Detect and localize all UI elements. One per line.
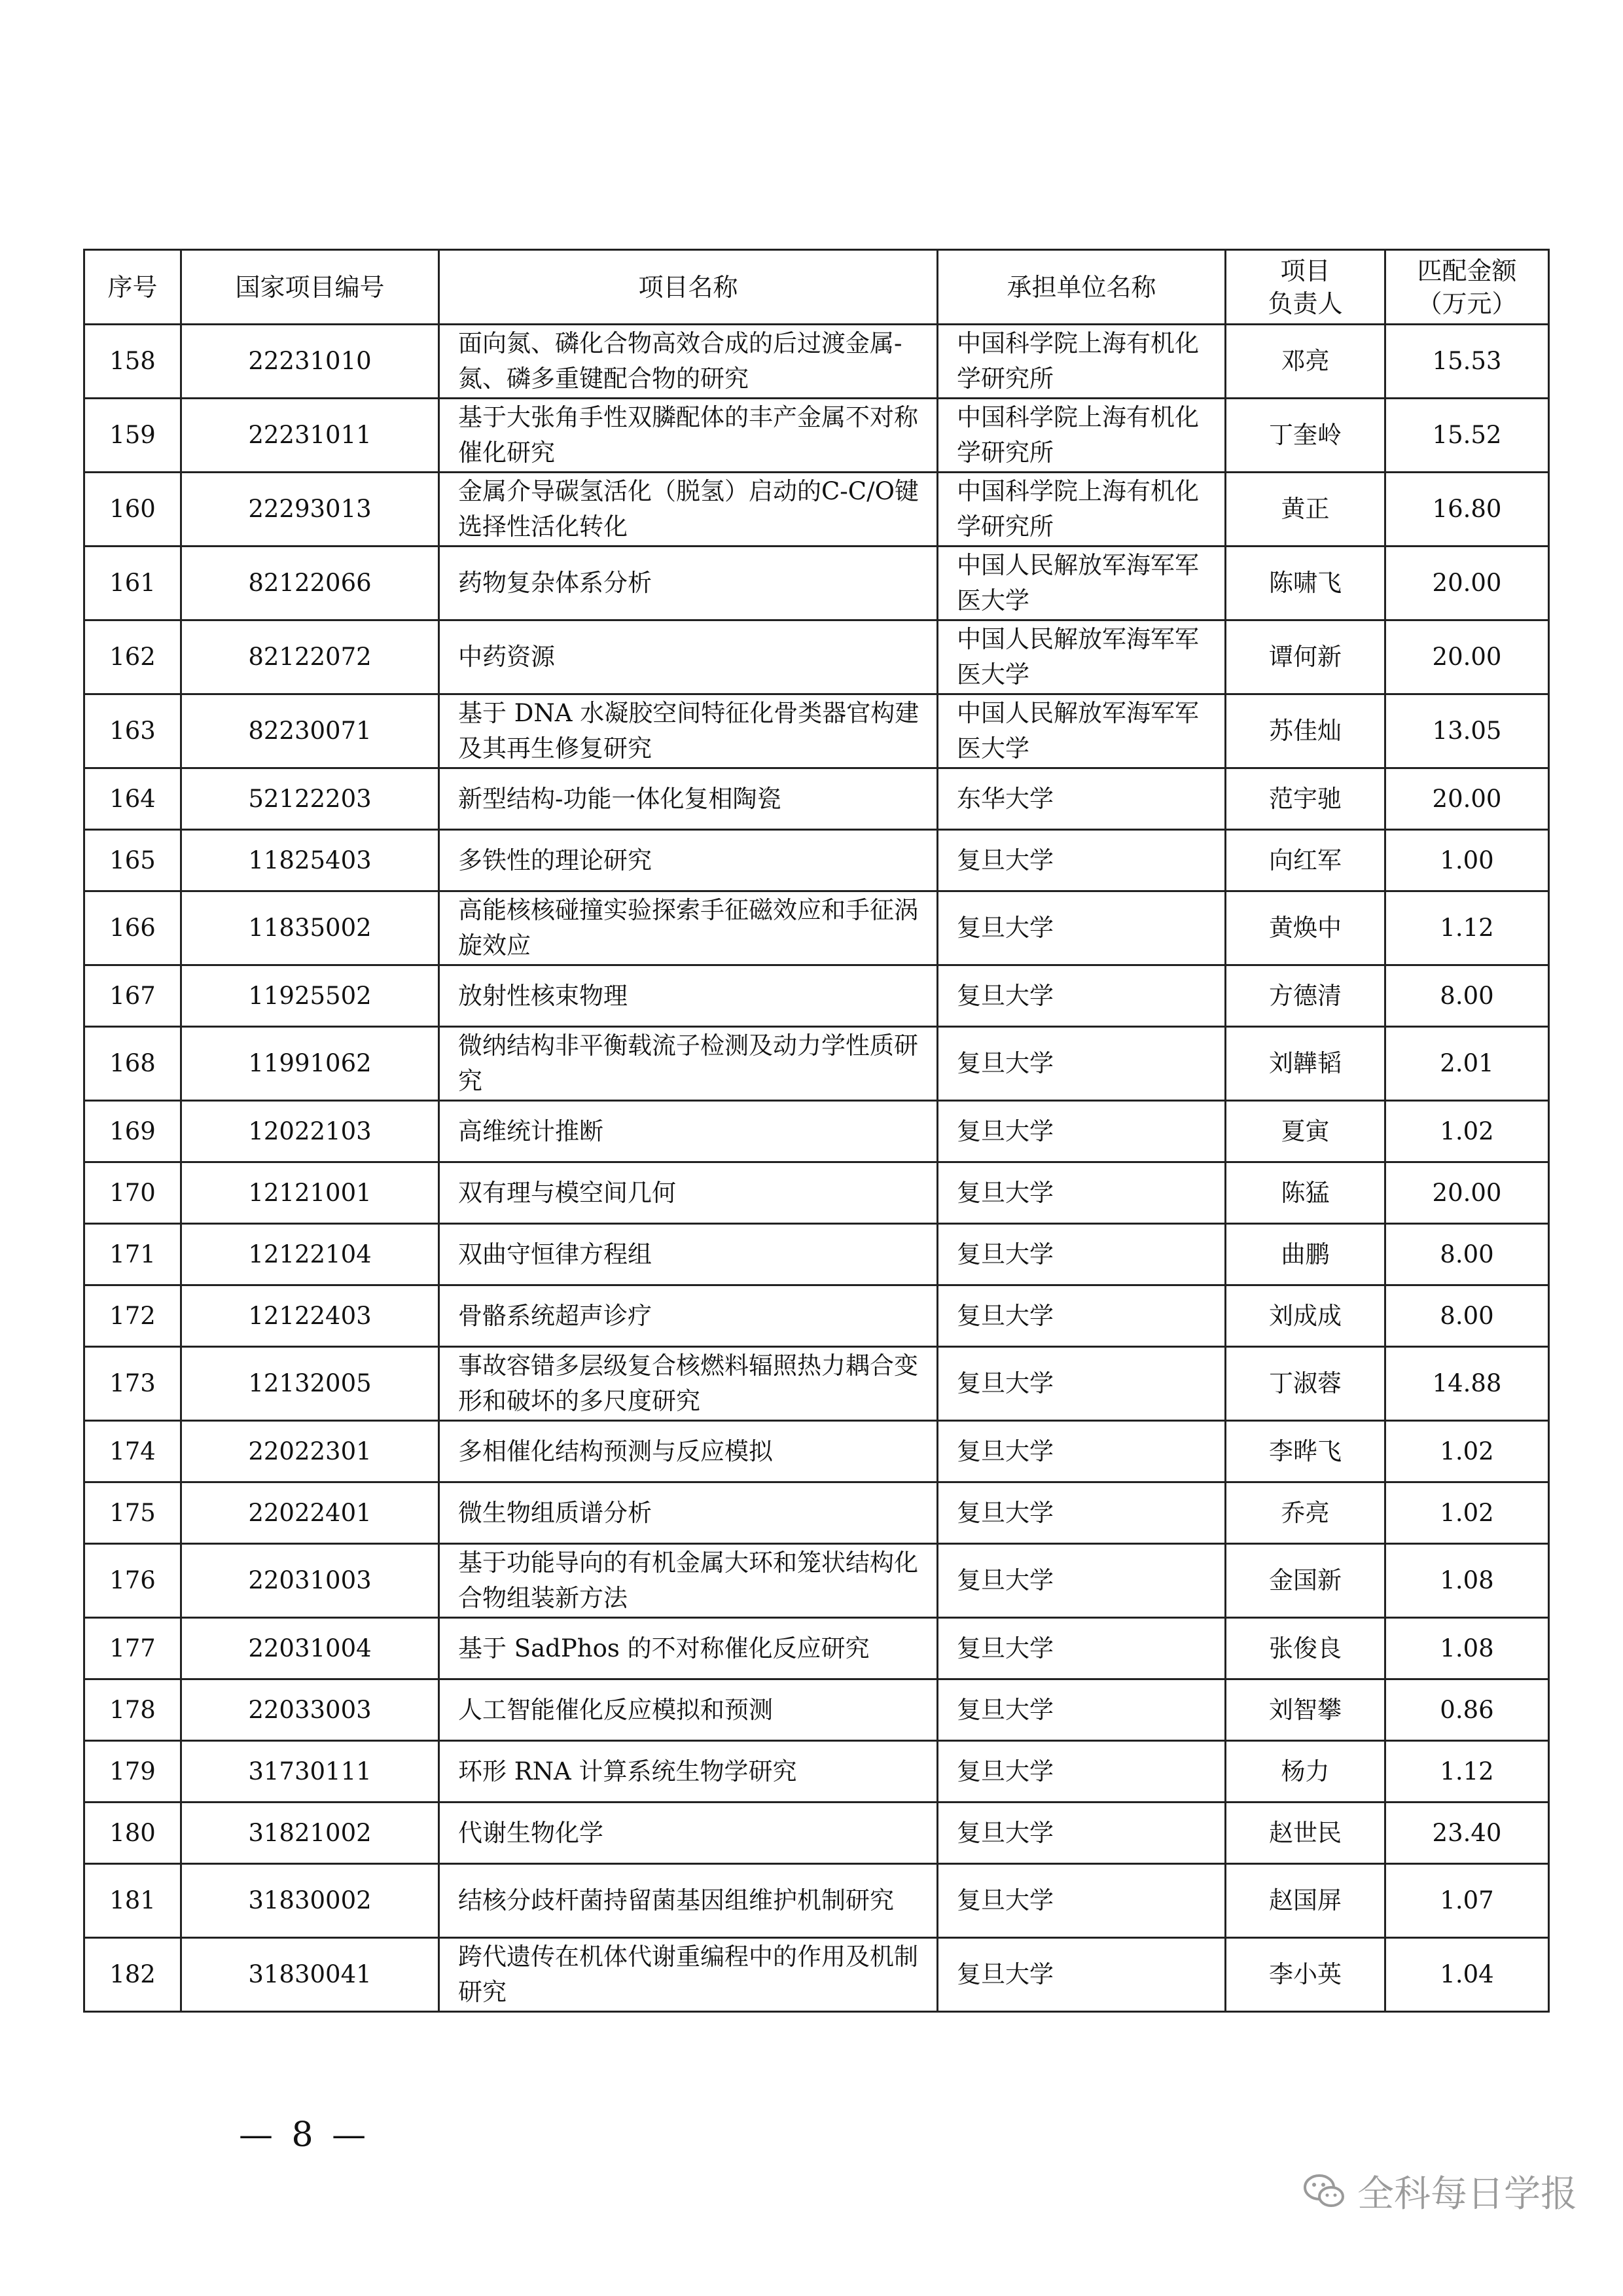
cell-name: 新型结构-功能一体化复相陶瓷 xyxy=(439,768,938,830)
cell-unit: 复旦大学 xyxy=(938,965,1226,1027)
cell-leader: 方德清 xyxy=(1226,965,1385,1027)
cell-amount: 1.12 xyxy=(1385,891,1549,965)
cell-unit: 中国人民解放军海军军医大学 xyxy=(938,694,1226,768)
table-row xyxy=(84,1679,1549,1741)
cell-unit: 复旦大学 xyxy=(938,1741,1226,1803)
cell-seq: 174 xyxy=(84,1421,181,1482)
cell-leader: 杨力 xyxy=(1226,1741,1385,1803)
cell-seq: 165 xyxy=(84,830,181,891)
header-leader-line2: 负责人 xyxy=(1268,289,1343,318)
cell-unit: 复旦大学 xyxy=(938,1803,1226,1864)
cell-unit: 复旦大学 xyxy=(938,1027,1226,1101)
cell-code: 12122403 xyxy=(181,1285,439,1347)
cell-amount: 8.00 xyxy=(1385,1224,1549,1285)
wechat-icon xyxy=(1302,2172,1346,2210)
table-row xyxy=(84,1101,1549,1162)
table-row xyxy=(84,1544,1549,1618)
cell-leader: 陈猛 xyxy=(1226,1162,1385,1224)
cell-amount: 0.86 xyxy=(1385,1679,1549,1741)
cell-code: 22293013 xyxy=(181,473,439,547)
cell-seq: 170 xyxy=(84,1162,181,1224)
table-row xyxy=(84,620,1549,694)
header-unit: 承担单位名称 xyxy=(938,250,1226,325)
table-row xyxy=(84,1864,1549,1938)
cell-unit: 复旦大学 xyxy=(938,1938,1226,2012)
cell-name: 金属介导碳氢活化（脱氢）启动的C-C/O键选择性活化转化 xyxy=(439,473,938,547)
page-number: — 8 — xyxy=(239,2115,370,2155)
cell-amount: 1.04 xyxy=(1385,1938,1549,2012)
table-row xyxy=(84,1938,1549,2012)
cell-unit: 复旦大学 xyxy=(938,1285,1226,1347)
table-row xyxy=(84,473,1549,547)
cell-unit: 复旦大学 xyxy=(938,1162,1226,1224)
table-row xyxy=(84,1741,1549,1803)
cell-name: 高维统计推断 xyxy=(439,1101,938,1162)
cell-code: 31730111 xyxy=(181,1741,439,1803)
cell-seq: 163 xyxy=(84,694,181,768)
cell-code: 11991062 xyxy=(181,1027,439,1101)
cell-unit: 复旦大学 xyxy=(938,830,1226,891)
cell-code: 22033003 xyxy=(181,1679,439,1741)
watermark-text: 全科每日学报 xyxy=(1357,2173,1577,2215)
cell-name: 高能核核碰撞实验探索手征磁效应和手征涡旋效应 xyxy=(439,891,938,965)
cell-leader: 向红军 xyxy=(1226,830,1385,891)
table-row xyxy=(84,694,1549,768)
cell-code: 22022301 xyxy=(181,1421,439,1482)
cell-unit: 复旦大学 xyxy=(938,891,1226,965)
cell-seq: 181 xyxy=(84,1864,181,1938)
cell-seq: 161 xyxy=(84,547,181,620)
cell-unit: 复旦大学 xyxy=(938,1618,1226,1679)
cell-seq: 171 xyxy=(84,1224,181,1285)
cell-amount: 1.02 xyxy=(1385,1421,1549,1482)
cell-code: 31830002 xyxy=(181,1864,439,1938)
cell-code: 22231010 xyxy=(181,325,439,399)
cell-unit: 中国科学院上海有机化学研究所 xyxy=(938,325,1226,399)
cell-amount: 1.08 xyxy=(1385,1544,1549,1618)
cell-name: 基于功能导向的有机金属大环和笼状结构化合物组装新方法 xyxy=(439,1544,938,1618)
cell-name: 双有理与模空间几何 xyxy=(439,1162,938,1224)
cell-code: 82122072 xyxy=(181,620,439,694)
cell-unit: 复旦大学 xyxy=(938,1544,1226,1618)
cell-seq: 176 xyxy=(84,1544,181,1618)
cell-seq: 162 xyxy=(84,620,181,694)
table-row xyxy=(84,1347,1549,1421)
cell-seq: 158 xyxy=(84,325,181,399)
cell-amount: 8.00 xyxy=(1385,965,1549,1027)
cell-leader: 张俊良 xyxy=(1226,1618,1385,1679)
cell-amount: 20.00 xyxy=(1385,768,1549,830)
cell-name: 多铁性的理论研究 xyxy=(439,830,938,891)
cell-name: 结核分歧杆菌持留菌基因组维护机制研究 xyxy=(439,1864,938,1938)
cell-unit: 复旦大学 xyxy=(938,1679,1226,1741)
cell-seq: 173 xyxy=(84,1347,181,1421)
cell-name: 基于大张角手性双膦配体的丰产金属不对称催化研究 xyxy=(439,399,938,473)
header-amount-line1: 匹配金额 xyxy=(1417,256,1517,285)
cell-name: 跨代遗传在机体代谢重编程中的作用及机制研究 xyxy=(439,1938,938,2012)
cell-seq: 166 xyxy=(84,891,181,965)
cell-name: 多相催化结构预测与反应模拟 xyxy=(439,1421,938,1482)
table-row xyxy=(84,399,1549,473)
cell-amount: 1.02 xyxy=(1385,1101,1549,1162)
cell-leader: 乔亮 xyxy=(1226,1482,1385,1544)
cell-amount: 23.40 xyxy=(1385,1803,1549,1864)
cell-unit: 复旦大学 xyxy=(938,1347,1226,1421)
cell-unit: 复旦大学 xyxy=(938,1864,1226,1938)
cell-leader: 赵国屏 xyxy=(1226,1864,1385,1938)
cell-seq: 164 xyxy=(84,768,181,830)
cell-seq: 177 xyxy=(84,1618,181,1679)
cell-unit: 中国科学院上海有机化学研究所 xyxy=(938,473,1226,547)
cell-name: 双曲守恒律方程组 xyxy=(439,1224,938,1285)
table-row xyxy=(84,830,1549,891)
header-code: 国家项目编号 xyxy=(181,250,439,325)
cell-name: 基于 DNA 水凝胶空间特征化骨类器官构建及其再生修复研究 xyxy=(439,694,938,768)
cell-amount: 1.07 xyxy=(1385,1864,1549,1938)
cell-name: 环形 RNA 计算系统生物学研究 xyxy=(439,1741,938,1803)
cell-leader: 丁淑蓉 xyxy=(1226,1347,1385,1421)
cell-leader: 苏佳灿 xyxy=(1226,694,1385,768)
cell-seq: 159 xyxy=(84,399,181,473)
cell-code: 31821002 xyxy=(181,1803,439,1864)
cell-code: 11825403 xyxy=(181,830,439,891)
cell-amount: 20.00 xyxy=(1385,1162,1549,1224)
cell-leader: 夏寅 xyxy=(1226,1101,1385,1162)
table-row xyxy=(84,965,1549,1027)
cell-seq: 172 xyxy=(84,1285,181,1347)
cell-amount: 20.00 xyxy=(1385,620,1549,694)
cell-unit: 中国人民解放军海军军医大学 xyxy=(938,547,1226,620)
header-leader-line1: 项目 xyxy=(1280,256,1330,285)
cell-leader: 刘成成 xyxy=(1226,1285,1385,1347)
cell-code: 22231011 xyxy=(181,399,439,473)
table-row xyxy=(84,1162,1549,1224)
table-row xyxy=(84,547,1549,620)
cell-leader: 陈啸飞 xyxy=(1226,547,1385,620)
cell-unit: 复旦大学 xyxy=(938,1224,1226,1285)
cell-amount: 8.00 xyxy=(1385,1285,1549,1347)
cell-name: 代谢生物化学 xyxy=(439,1803,938,1864)
cell-code: 22022401 xyxy=(181,1482,439,1544)
table-row xyxy=(84,768,1549,830)
cell-amount: 2.01 xyxy=(1385,1027,1549,1101)
cell-unit: 东华大学 xyxy=(938,768,1226,830)
cell-unit: 复旦大学 xyxy=(938,1101,1226,1162)
table-row xyxy=(84,1027,1549,1101)
project-table xyxy=(83,249,1550,2013)
cell-seq: 182 xyxy=(84,1938,181,2012)
cell-name: 微纳结构非平衡载流子检测及动力学性质研究 xyxy=(439,1027,938,1101)
cell-leader: 李小英 xyxy=(1226,1938,1385,2012)
table-row xyxy=(84,1803,1549,1864)
cell-name: 微生物组质谱分析 xyxy=(439,1482,938,1544)
cell-code: 12122104 xyxy=(181,1224,439,1285)
cell-name: 放射性核束物理 xyxy=(439,965,938,1027)
cell-amount: 16.80 xyxy=(1385,473,1549,547)
cell-leader: 谭何新 xyxy=(1226,620,1385,694)
cell-seq: 175 xyxy=(84,1482,181,1544)
cell-unit: 中国人民解放军海军军医大学 xyxy=(938,620,1226,694)
cell-leader: 黄焕中 xyxy=(1226,891,1385,965)
cell-unit: 复旦大学 xyxy=(938,1482,1226,1544)
cell-name: 药物复杂体系分析 xyxy=(439,547,938,620)
header-name: 项目名称 xyxy=(439,250,938,325)
cell-amount: 14.88 xyxy=(1385,1347,1549,1421)
cell-code: 12132005 xyxy=(181,1347,439,1421)
cell-code: 11925502 xyxy=(181,965,439,1027)
cell-seq: 180 xyxy=(84,1803,181,1864)
cell-amount: 1.12 xyxy=(1385,1741,1549,1803)
cell-leader: 刘韡韬 xyxy=(1226,1027,1385,1101)
cell-amount: 20.00 xyxy=(1385,547,1549,620)
cell-name: 基于 SadPhos 的不对称催化反应研究 xyxy=(439,1618,938,1679)
cell-name: 面向氮、磷化合物高效合成的后过渡金属-氮、磷多重键配合物的研究 xyxy=(439,325,938,399)
header-amount xyxy=(1385,250,1549,325)
cell-leader: 刘智攀 xyxy=(1226,1679,1385,1741)
cell-leader: 李晔飞 xyxy=(1226,1421,1385,1482)
cell-code: 31830041 xyxy=(181,1938,439,2012)
cell-code: 12022103 xyxy=(181,1101,439,1162)
cell-code: 82122066 xyxy=(181,547,439,620)
cell-amount: 15.52 xyxy=(1385,399,1549,473)
cell-seq: 178 xyxy=(84,1679,181,1741)
cell-amount: 1.08 xyxy=(1385,1618,1549,1679)
cell-amount: 15.53 xyxy=(1385,325,1549,399)
cell-leader: 黄正 xyxy=(1226,473,1385,547)
cell-leader: 曲鹏 xyxy=(1226,1224,1385,1285)
table-row xyxy=(84,1224,1549,1285)
cell-code: 22031004 xyxy=(181,1618,439,1679)
cell-leader: 金国新 xyxy=(1226,1544,1385,1618)
cell-seq: 168 xyxy=(84,1027,181,1101)
table-row xyxy=(84,1482,1549,1544)
cell-seq: 167 xyxy=(84,965,181,1027)
cell-code: 52122203 xyxy=(181,768,439,830)
cell-name: 事故容错多层级复合核燃料辐照热力耦合变形和破坏的多尺度研究 xyxy=(439,1347,938,1421)
table-row xyxy=(84,1421,1549,1482)
cell-seq: 160 xyxy=(84,473,181,547)
cell-unit: 中国科学院上海有机化学研究所 xyxy=(938,399,1226,473)
table-header-row xyxy=(84,250,1549,325)
cell-leader: 邓亮 xyxy=(1226,325,1385,399)
cell-leader: 赵世民 xyxy=(1226,1803,1385,1864)
table-body xyxy=(84,325,1549,2012)
cell-seq: 179 xyxy=(84,1741,181,1803)
cell-amount: 1.02 xyxy=(1385,1482,1549,1544)
cell-name: 骨骼系统超声诊疗 xyxy=(439,1285,938,1347)
cell-leader: 丁奎岭 xyxy=(1226,399,1385,473)
table-row xyxy=(84,325,1549,399)
table-row xyxy=(84,1285,1549,1347)
cell-amount: 13.05 xyxy=(1385,694,1549,768)
header-leader xyxy=(1226,250,1385,325)
cell-code: 12121001 xyxy=(181,1162,439,1224)
cell-code: 82230071 xyxy=(181,694,439,768)
cell-code: 11835002 xyxy=(181,891,439,965)
table-row xyxy=(84,1618,1549,1679)
watermark xyxy=(1302,2165,1577,2217)
table-row xyxy=(84,891,1549,965)
cell-name: 人工智能催化反应模拟和预测 xyxy=(439,1679,938,1741)
header-amount-line2: （万元） xyxy=(1417,289,1517,318)
cell-seq: 169 xyxy=(84,1101,181,1162)
cell-unit: 复旦大学 xyxy=(938,1421,1226,1482)
cell-name: 中药资源 xyxy=(439,620,938,694)
cell-amount: 1.00 xyxy=(1385,830,1549,891)
cell-leader: 范宇驰 xyxy=(1226,768,1385,830)
header-seq: 序号 xyxy=(84,250,181,325)
cell-code: 22031003 xyxy=(181,1544,439,1618)
